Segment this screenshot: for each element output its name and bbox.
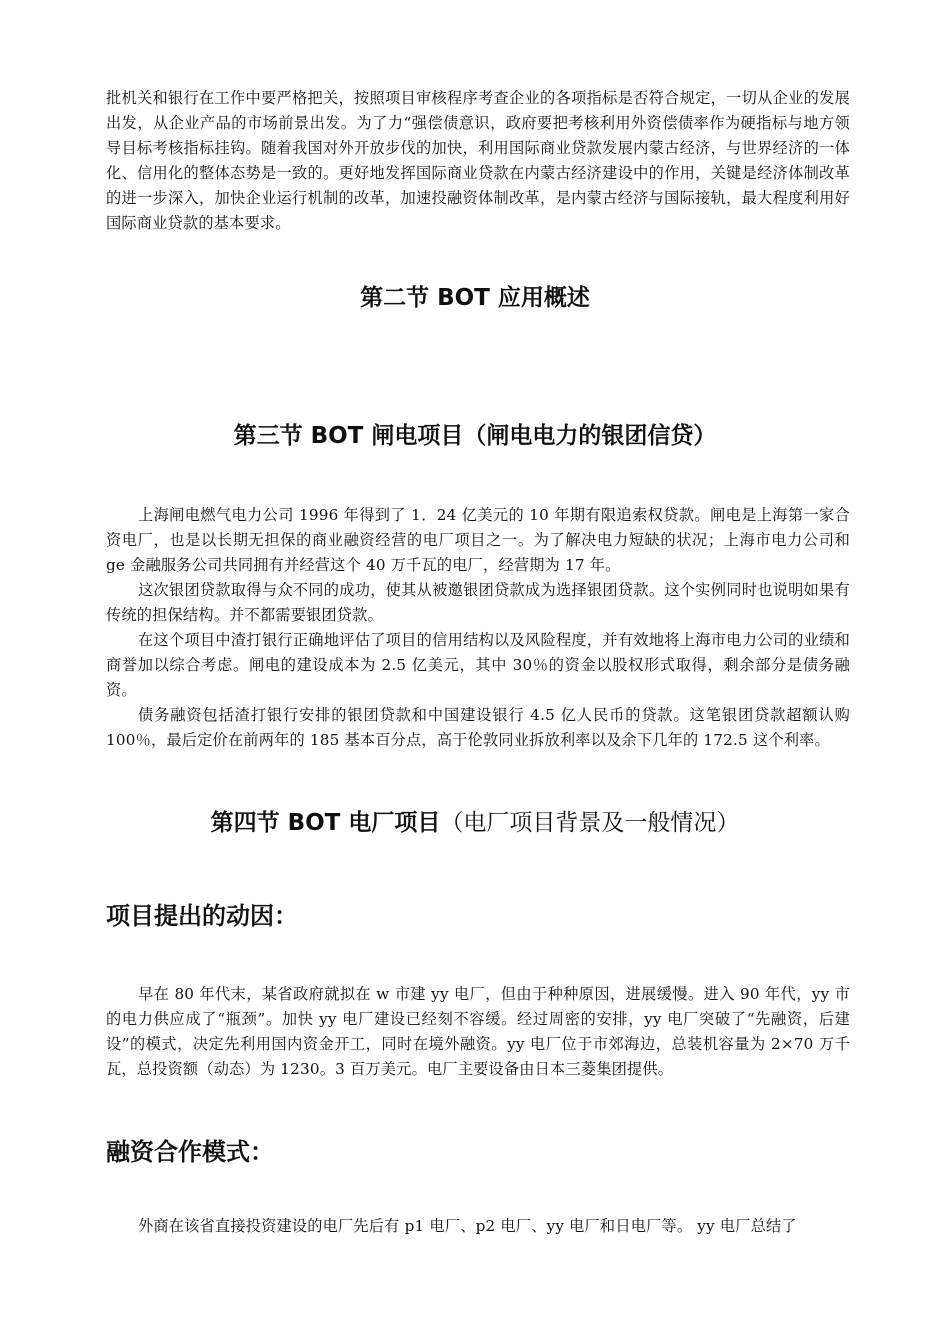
intro-paragraph: 批机关和银行在工作中要严格把关，按照项目审核程序考查企业的各项指标是否符合规定，一切从企业的发展出发，从企业产品的市场前景出发。为了力“强偿债意识，政府要把考核利用外资偿债率作为硬指标与地方领导目标考核指标挂钩。随着我国对外开放步伐的加快，利用国际商业贷款发展内蒙古经济，与世界经济的一体化、信用化的整体态势是一致的。更好地发挥国际商业贷款在内蒙古经济建设中的作用，关键是经济体制改革的进一步深入，加快企业运行机制的改革，加速投融资体制改革，是内蒙古经济与国际接轨，最大程度利用好国际商业贷款的基本要求。 [106, 89, 850, 232]
section4-title [0, 808, 950, 838]
motive-paragraph: 早在 80 年代末，某省政府就拟在 w 市建 yy 电厂，但由于种种原因，进展缓慢。进入 90 年代，yy 市的电力供应成了“瓶颈”。加快 yy 电厂建设已经刻不容缓。经过周密的安排，yy 电厂突破了“先融资，后建设”的模式，决定先利用国内资金开工，同时在境外融资。yy 电厂位于市郊海边，总装机容量为 2×70 万千瓦，总投资额（动态）为 1230。3 百万美元。电厂主要设备由日本三菱集团提供。 [106, 985, 850, 1078]
motive-heading: 项目提出的动因： [106, 902, 298, 930]
section3-paragraph-2: 这次银团贷款取得与众不同的成功，使其从被邀银团贷款成为选择银团贷款。这个实例同时也说明如果有传统的担保结构。并不都需要银团贷款。 [106, 581, 850, 624]
section3-paragraph-4: 债务融资包括渣打银行安排的银团贷款和中国建设银行 4.5 亿人民币的贷款。这笔银团贷款超额认购 100％，最后定价在前两年的 185 基本百分点，高于伦敦同业拆放利率以及余下几年的 172.5 这个利率。 [106, 706, 850, 749]
section3-title: 第三节 BOT 闸电项目（闸电电力的银团信贷） [233, 423, 717, 449]
section4-title-normal: （电厂项目背景及一般情况） [440, 810, 740, 836]
section4-title-bold: 第四节 BOT 电厂项目 [210, 810, 441, 836]
section2-title: 第二节 BOT 应用概述 [360, 285, 590, 311]
coop-paragraph: 外商在该省直接投资建设的电厂先后有 p1 电厂、p2 电厂、yy 电厂和日电厂等。 yy 电厂总结了 [138, 1217, 797, 1235]
coop-heading: 融资合作模式： [106, 1138, 274, 1166]
section3-paragraph-1: 上海闸电燃气电力公司 1996 年得到了 1．24 亿美元的 10 年期有限追索权贷款。闸电是上海第一家合资电厂，也是以长期无担保的商业融资经营的电厂项目之一。为了解决电力短缺的状况；上海市电力公司和 ge 金融服务公司共同拥有并经营这个 40 万千瓦的电厂，经营期为 17 年。 [106, 506, 850, 574]
section3-paragraph-3: 在这个项目中渣打银行正确地评估了项目的信用结构以及风险程度，并有效地将上海市电力公司的业绩和商誉加以综合考虑。闸电的建设成本为 2.5 亿美元，其中 30％的资金以股权形式取得，剩余部分是债务融资。 [106, 631, 850, 699]
